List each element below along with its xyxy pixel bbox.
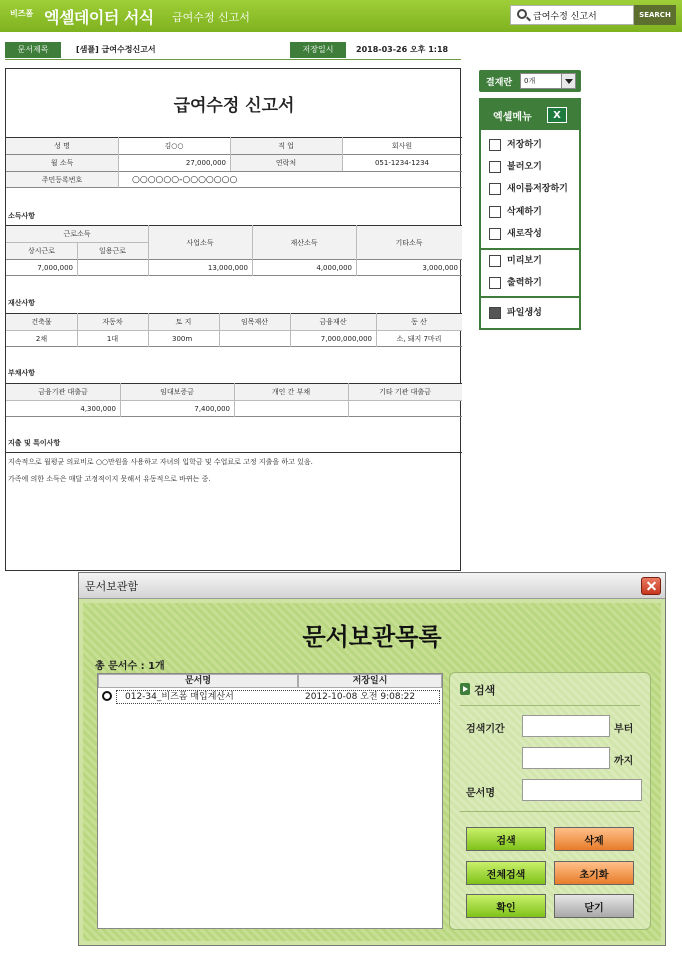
debts-header-bank: 금융기관 대출금 <box>6 384 120 400</box>
approval-label: 결재란 <box>486 78 513 88</box>
assets-header-timber: 임목재산 <box>219 314 290 330</box>
contact-value: 051-1234-1234 <box>374 159 430 167</box>
menu-item-label: 삭제하기 <box>507 207 542 217</box>
assets-value-row <box>6 330 462 347</box>
grid-line <box>77 242 78 276</box>
personal-row-3 <box>6 171 462 188</box>
property-value: 4,000,000 <box>316 264 352 272</box>
menu-item-label: 새로작성 <box>507 229 542 239</box>
grid-line <box>120 383 121 417</box>
search-panel <box>449 672 651 930</box>
to-label: 까지 <box>614 756 634 767</box>
search-box[interactable] <box>510 5 634 25</box>
document-sheet <box>5 68 461 571</box>
chevron-down-icon[interactable] <box>561 74 575 88</box>
menu-separator <box>481 248 579 250</box>
current-doc-name: 급여수정 신고서 <box>172 11 250 24</box>
document-title: 급여수정 신고서 <box>173 96 295 116</box>
grid-line <box>234 383 235 417</box>
debts-header-other: 기타 기관 대출금 <box>348 384 462 400</box>
doc-title-label: 문서제목 <box>5 42 61 58</box>
ok-button[interactable]: 확인 <box>466 894 546 918</box>
property-label: 재산소득 <box>252 226 356 260</box>
debts-header-personal: 개인 간 부채 <box>234 384 348 400</box>
list-item-date: 2012-10-08 오전 9:08:22 <box>305 692 416 702</box>
print-icon <box>489 277 501 289</box>
daily-label: 일용근로 <box>77 243 148 259</box>
document-count: 총 문서수 : 1개 <box>95 661 165 672</box>
load-icon <box>489 161 501 173</box>
assets-value-land: 300m <box>172 335 193 343</box>
grid-line <box>219 313 220 347</box>
search-panel-divider <box>460 811 640 812</box>
search-icon <box>517 9 527 19</box>
grid-line <box>148 313 149 347</box>
id-label: 주민등록번호 <box>6 172 118 187</box>
grid-line <box>118 137 119 188</box>
brand-title[interactable]: 엑셀데이터 서식 <box>44 8 154 27</box>
contact-label: 연락처 <box>230 155 342 171</box>
search-button[interactable]: 검색 <box>466 827 546 851</box>
column-header-date[interactable]: 저장일시 <box>298 674 442 688</box>
assets-header-car: 자동차 <box>77 314 148 330</box>
daily-value <box>77 260 148 275</box>
menu-item-label: 새이름저장하기 <box>507 184 568 194</box>
top-header <box>0 0 682 32</box>
debts-value-deposit: 7,400,000 <box>194 405 230 413</box>
assets-section-title: 재산사항 <box>8 299 36 307</box>
grid-line <box>356 225 357 276</box>
business-value: 13,000,000 <box>207 264 248 272</box>
approval-select-value: 0개 <box>524 77 536 85</box>
search-panel-title: 검색 <box>474 684 496 697</box>
search-button[interactable]: SEARCH <box>634 5 676 25</box>
search-all-button[interactable]: 전체검색 <box>466 861 546 885</box>
row-radio[interactable] <box>102 691 112 701</box>
position-value: 회사원 <box>391 142 413 150</box>
reset-button[interactable]: 초기화 <box>554 861 634 885</box>
folder-icon <box>489 307 501 319</box>
list-item-name: 012-34_비즈폼 매입계산서 <box>125 692 234 702</box>
regular-value: 7,000,000 <box>37 264 73 272</box>
dialog-titlebar[interactable] <box>79 573 665 599</box>
document-list[interactable] <box>97 673 443 929</box>
saved-value: 2018-03-26 오후 1:18 <box>356 45 449 54</box>
docname-label: 문서명 <box>466 788 495 799</box>
name-value: 김○○ <box>164 142 184 150</box>
other-label: 기타소득 <box>356 226 462 260</box>
assets-value-timber <box>219 331 290 346</box>
menu-item-label: 미리보기 <box>507 256 542 266</box>
brand-logo-small: 비즈폼 <box>10 9 34 18</box>
assets-value-movable: 소, 돼지 7마리 <box>396 335 442 343</box>
wage-label: 근로소득 <box>6 226 148 242</box>
preview-icon <box>489 255 501 267</box>
trash-icon <box>489 206 501 218</box>
excel-icon: X <box>547 107 567 123</box>
position-label: 직 업 <box>230 138 342 154</box>
menu-item-label: 출력하기 <box>507 278 542 288</box>
save-as-icon <box>489 183 501 195</box>
period-label: 검색기간 <box>466 724 505 735</box>
business-label: 사업소득 <box>148 226 252 260</box>
menu-item-label: 파일생성 <box>507 308 542 318</box>
assets-value-financial: 7,000,000,000 <box>320 335 372 343</box>
debts-header-deposit: 임대보증금 <box>120 384 234 400</box>
close-icon[interactable] <box>641 577 661 595</box>
regular-label: 상시근로 <box>6 243 77 259</box>
income-label: 월 소득 <box>6 155 118 171</box>
approval-select[interactable] <box>520 73 576 89</box>
dialog-title: 문서보관함 <box>85 580 139 593</box>
close-button[interactable]: 닫기 <box>554 894 634 918</box>
income-header-row-1 <box>6 225 462 247</box>
assets-header-movable: 동 산 <box>376 314 462 330</box>
list-item[interactable] <box>102 690 440 704</box>
excel-menu-title: 엑셀메뉴 <box>493 112 532 123</box>
assets-value-building: 2채 <box>35 335 48 343</box>
saved-label: 저장일시 <box>290 42 346 58</box>
new-document-icon <box>489 228 501 240</box>
document-storage-dialog <box>78 572 666 946</box>
arrow-right-icon <box>460 683 470 695</box>
other-value: 3,000,000 <box>422 264 458 272</box>
dialog-heading: 문서보관목록 <box>302 623 442 651</box>
notes-line-1: 지속적으로 월평균 의료비로 ○○만원을 사용하고 자녀의 입학금 및 수업료로 고정 지출을 하고 있음. <box>8 458 313 466</box>
income-value: 27,000,000 <box>185 159 226 167</box>
column-header-name[interactable]: 문서명 <box>98 674 298 688</box>
menu-item-label: 불러오기 <box>507 162 542 172</box>
from-label: 부터 <box>614 724 634 735</box>
info-divider <box>5 59 461 60</box>
grid-line <box>148 225 149 276</box>
period-to-input[interactable] <box>522 747 610 769</box>
grid-line <box>290 313 291 347</box>
grid-line <box>342 137 343 171</box>
personal-row-1 <box>6 137 462 154</box>
personal-row-2 <box>6 154 462 171</box>
name-label: 성 명 <box>6 138 118 154</box>
save-icon <box>489 139 501 151</box>
period-from-input[interactable] <box>522 715 610 737</box>
debts-section-title: 부채사항 <box>8 369 36 377</box>
doc-title-value: [샘플] 급여수정신고서 <box>76 45 156 54</box>
assets-header-building: 건축물 <box>6 314 77 330</box>
grid-line <box>230 137 231 171</box>
grid-line <box>252 225 253 276</box>
grid-line <box>348 383 349 417</box>
notes-line-2: 가족에 의한 소득은 매달 고정적이지 못해서 유동적으로 바뀌는 중. <box>8 475 211 483</box>
assets-header-land: 토 지 <box>148 314 219 330</box>
dialog-body <box>83 603 661 941</box>
debts-value-other <box>348 401 462 416</box>
notes-divider <box>6 452 462 453</box>
delete-button[interactable]: 삭제 <box>554 827 634 851</box>
search-panel-divider <box>460 705 640 706</box>
income-section-title: 소득사항 <box>8 212 36 220</box>
menu-separator <box>481 296 579 298</box>
assets-header-row <box>6 313 462 330</box>
list-item-cell[interactable] <box>116 690 440 704</box>
assets-header-financial: 금융재산 <box>290 314 376 330</box>
excel-menu-header <box>481 100 579 130</box>
id-value: ○○○○○○-○○○○○○○ <box>132 175 238 185</box>
notes-section-title: 지출 및 특이사항 <box>8 439 61 447</box>
search-input[interactable] <box>533 8 631 22</box>
income-value-row <box>6 259 462 276</box>
grid-line <box>77 313 78 347</box>
menu-item-label: 저장하기 <box>507 140 542 150</box>
docname-input[interactable] <box>522 779 642 801</box>
assets-value-car: 1대 <box>106 335 119 343</box>
grid-line <box>376 313 377 347</box>
approval-box <box>479 70 581 92</box>
debts-value-personal <box>234 401 348 416</box>
excel-menu-panel <box>479 98 581 330</box>
debts-value-bank: 4,300,000 <box>80 405 116 413</box>
